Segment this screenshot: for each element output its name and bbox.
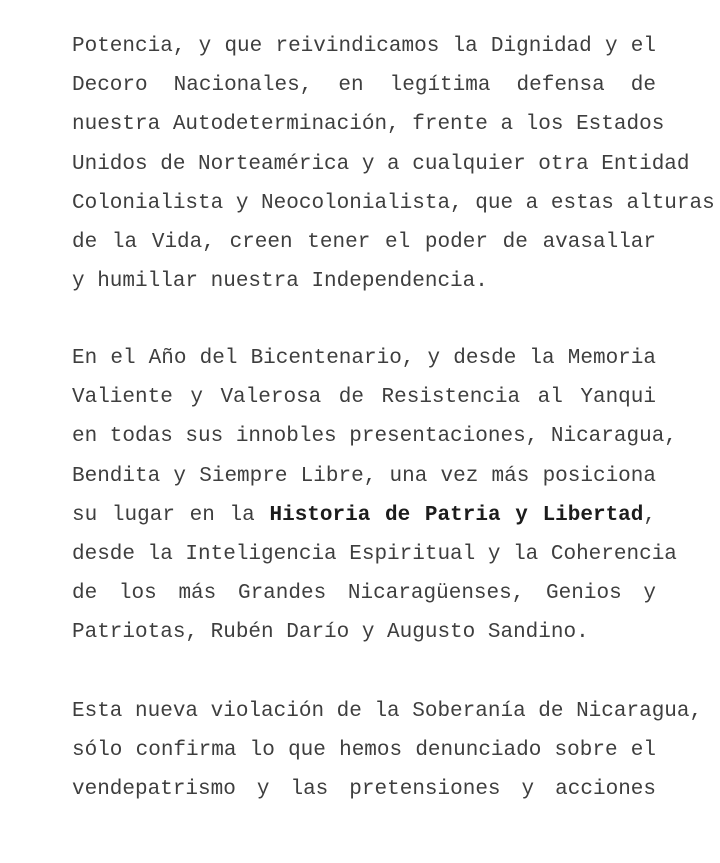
text-line: desde la Inteligencia Espiritual y la Coherencia (72, 542, 677, 566)
paragraph-2 (72, 345, 677, 659)
text-line: de la Vida, creen tener el poder de avasallar (72, 230, 656, 254)
text-line: Bendita y Siempre Libre, una vez más posiciona (72, 464, 656, 488)
paragraph-1 (72, 33, 715, 307)
text-line: sólo confirma lo que hemos denunciado sobre el (72, 739, 656, 763)
text-line: Patriotas, Rubén Darío y Augusto Sandino. (72, 621, 589, 645)
text-line: Decoro Nacionales, en legítima defensa de (72, 74, 656, 98)
text-line-with-emphasis (72, 502, 656, 541)
text-line: Unidos de Norteamérica y a cualquier otra Entidad (72, 152, 690, 176)
text-line: y humillar nuestra Independencia. (72, 270, 488, 294)
bold-phrase: Historia de Patria y Libertad (269, 503, 644, 527)
text-line: Esta nueva violación de la Soberanía de Nicaragua, (72, 700, 703, 723)
text-line: Valiente y Valerosa de Resistencia al Yanqui (72, 386, 656, 410)
text-segment: su lugar en la (72, 503, 270, 527)
text-line: vendepatrismo y las pretensiones y acciones (72, 778, 656, 802)
text-line: Colonialista y Neocolonialista, que a estas alturas (72, 191, 715, 215)
text-line: Potencia, y que reivindicamos la Dignidad y el (72, 35, 656, 58)
paragraph-3 (72, 698, 703, 816)
text-line: en todas sus innobles presentaciones, Nicaragua, (72, 425, 677, 449)
text-segment: , (643, 503, 656, 527)
text-line: de los más Grandes Nicaragüenses, Genios y (72, 582, 656, 606)
text-line: En el Año del Bicentenario, y desde la Memoria (72, 347, 656, 370)
text-line: nuestra Autodeterminación, frente a los Estados (72, 113, 665, 137)
